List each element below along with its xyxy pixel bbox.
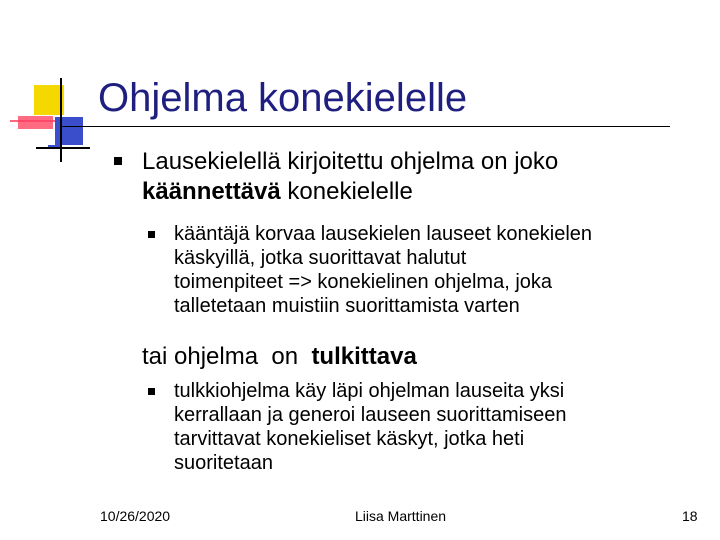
bullet-line: Lausekielellä kirjoitettu ohjelma on joko <box>142 148 559 175</box>
bullet-line-rest: konekielelle <box>280 178 413 205</box>
emphasis-term: tulkittava <box>311 343 417 370</box>
bullet-line <box>142 177 558 207</box>
squares-logo-icon <box>0 0 110 170</box>
square-bullet-icon <box>148 388 155 395</box>
slide-title: Ohjelma konekielelle <box>98 76 468 120</box>
sub-bullet-line: toimenpiteet => konekielinen ohjelma, joka <box>174 271 553 293</box>
continuation-text <box>142 342 417 372</box>
sub-bullet-line: kerrallaan ja generoi lauseen suorittamiseen <box>174 404 567 426</box>
title-divider <box>60 126 670 127</box>
bullet-text <box>142 147 558 207</box>
sub-bullet-line: kääntäjä korvaa lausekielen lauseet konekielen <box>174 223 593 245</box>
sub-bullet-line: talletetaan muistiin suorittamista varten <box>174 295 520 317</box>
footer-page-number: 18 <box>682 508 698 524</box>
sub-bullet-line: tarvittavat konekieliset käskyt, jotka heti <box>174 428 525 450</box>
square-bullet-icon <box>114 157 122 165</box>
sub-bullet-text <box>174 222 592 318</box>
continuation-prefix: tai ohjelma on <box>142 343 312 370</box>
footer-author: Liisa Marttinen <box>355 508 447 524</box>
sub-bullet-line: tulkkiohjelma käy läpi ohjelman lauseita yksi <box>174 380 565 402</box>
square-bullet-icon <box>148 231 155 238</box>
emphasis-term: käännettävä <box>142 178 281 205</box>
sub-bullet-text <box>174 379 566 475</box>
sub-bullet-line: käskyillä, jotka suorittavat halutut <box>174 247 467 269</box>
footer-date: 10/26/2020 <box>100 508 171 524</box>
sub-bullet-line: suoritetaan <box>174 452 273 474</box>
